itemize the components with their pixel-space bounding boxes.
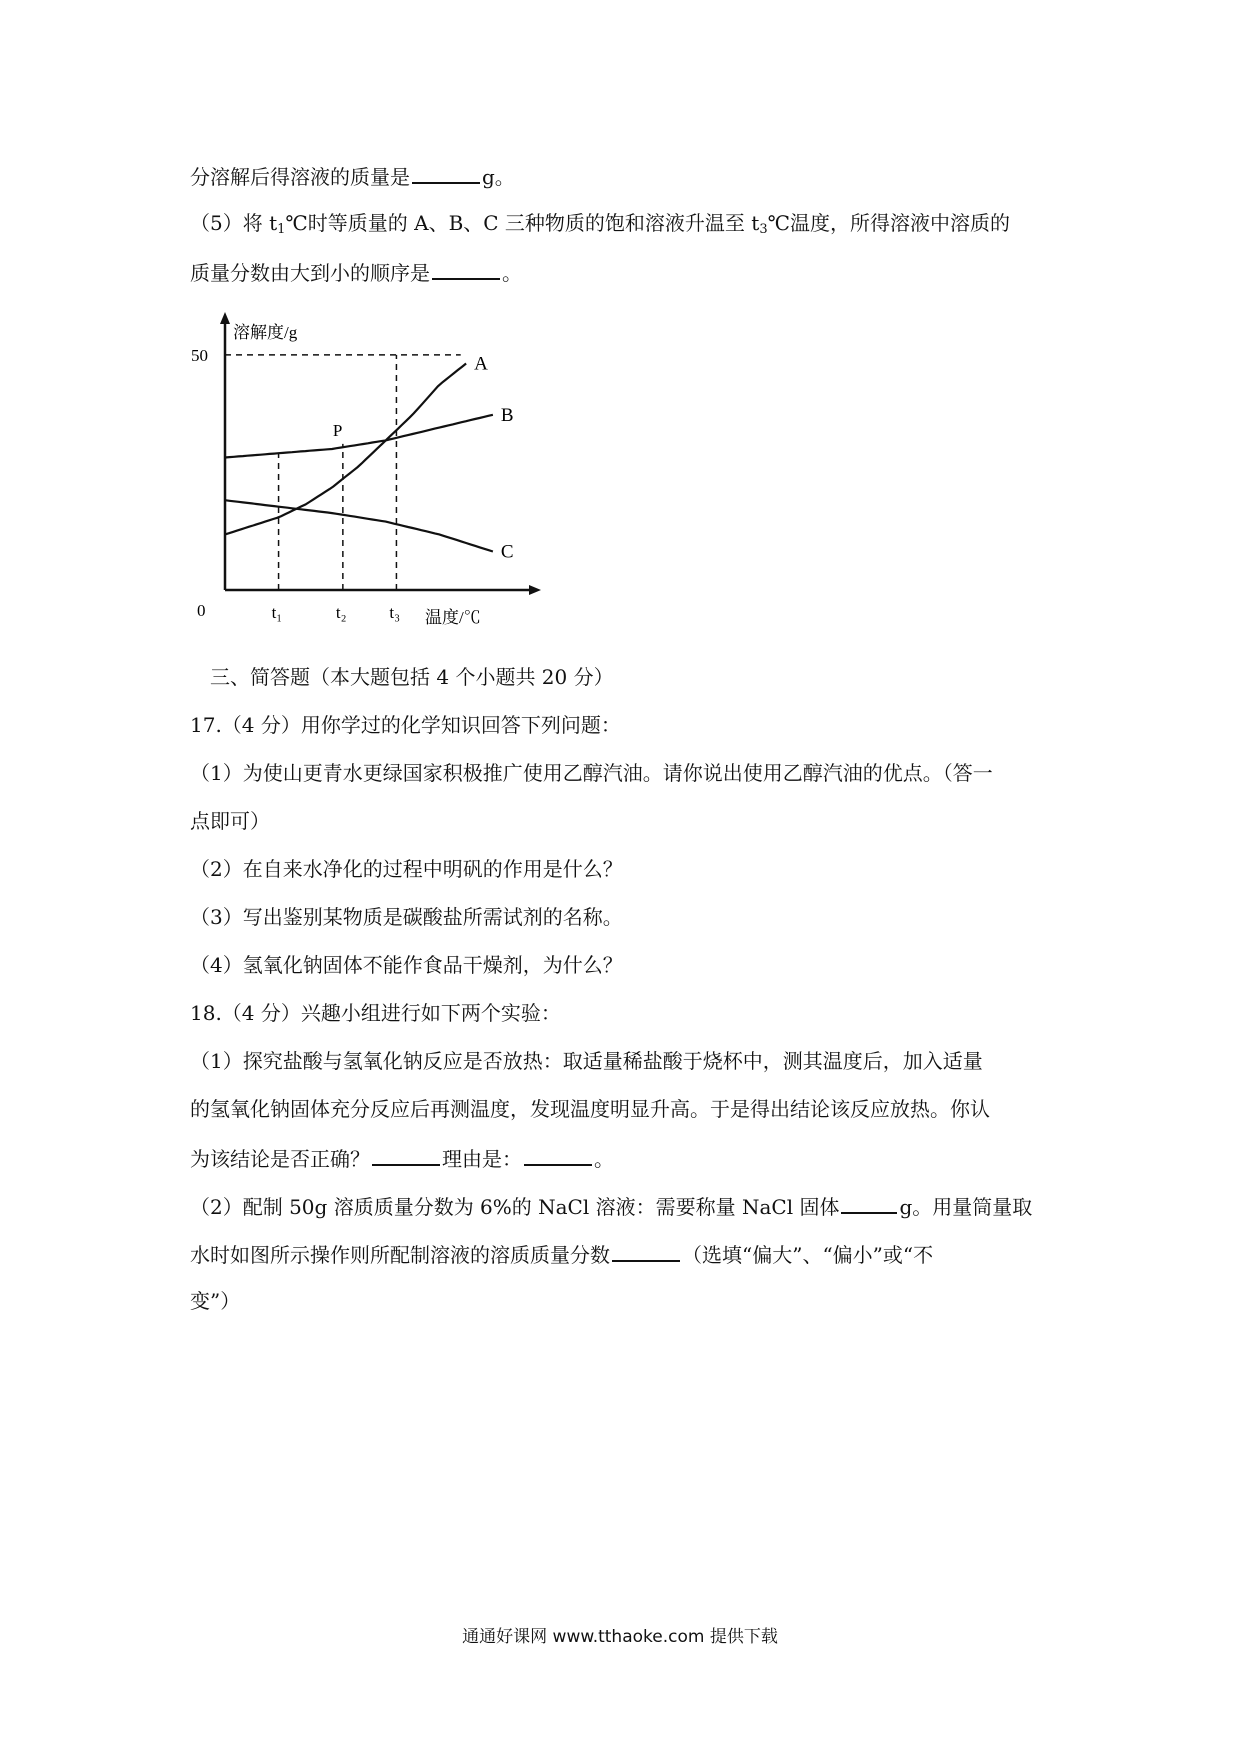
q18-sub2-text: （2）配制 50g 溶质质量分数为 6%的 NaCl 溶液：需要称量 NaCl 固体 — [190, 1195, 840, 1219]
origin-label: 0 — [197, 601, 206, 620]
q17-sub1-line1: （1）为使山更青水更绿国家积极推广使用乙醇汽油。请你说出使用乙醇汽油的优点。（答一 — [190, 761, 993, 785]
x-axis-label: 温度/℃ — [425, 608, 481, 627]
x-tick-label: t₂ — [335, 603, 347, 622]
q17-sub3: （3）写出鉴别某物质是碳酸盐所需试剂的名称。 — [190, 905, 623, 929]
q16-4-text: 分溶解后得溶液的质量是 — [190, 165, 410, 189]
series-a-curve — [225, 364, 466, 535]
answer-blank[interactable] — [372, 1142, 440, 1166]
q16-5-suffix: ℃温度，所得溶液中溶质的 — [767, 211, 1010, 235]
q18-sub2-options: （选填“偏大”、“偏小”或“不 — [682, 1243, 934, 1267]
section-3-title: 三、简答题（本大题包括 4 个小题共 20 分） — [210, 665, 614, 689]
subscript: 3 — [759, 222, 768, 237]
intersection-point-label: P — [332, 420, 343, 440]
q18-sub2-line3: 变”） — [190, 1289, 241, 1313]
series-c-curve — [225, 500, 493, 551]
answer-blank[interactable] — [412, 160, 480, 184]
q18-sub1-question: 为该结论是否正确？ — [190, 1147, 370, 1171]
y-axis-label: 溶解度/g — [233, 323, 298, 342]
footer: 通通好课网 www.tthaoke.com 提供下载 — [462, 1627, 778, 1647]
y-axis-arrow — [220, 312, 230, 324]
x-tick-label: t₃ — [389, 603, 401, 622]
answer-blank[interactable] — [612, 1238, 680, 1262]
q16-5-line2-text: 质量分数由大到小的顺序是 — [190, 261, 430, 285]
q18-sub2-line2-text: 水时如图所示操作则所配制溶液的溶质质量分数 — [190, 1243, 610, 1267]
solubility-chart — [191, 310, 555, 630]
y-tick-label: 50 — [191, 345, 208, 365]
x-axis-arrow — [529, 585, 541, 595]
answer-blank[interactable] — [432, 256, 500, 280]
question-16-5-line1 — [190, 208, 1060, 245]
answer-blank[interactable] — [841, 1190, 897, 1214]
q18-sub2-line1 — [190, 1190, 1060, 1222]
series-b-label: B — [500, 404, 514, 426]
q16-5-end: 。 — [502, 261, 522, 285]
q17-sub1-line2: 点即可） — [190, 809, 270, 833]
q16-4-unit: g。 — [482, 165, 515, 189]
solubility-chart-svg — [191, 310, 555, 630]
q16-5-prefix: （5）将 t — [190, 211, 278, 235]
q17-sub2: （2）在自来水净化的过程中明矾的作用是什么？ — [190, 857, 623, 881]
series-c-label: C — [500, 541, 514, 563]
q17-sub4: （4）氢氧化钠固体不能作食品干燥剂，为什么？ — [190, 953, 623, 977]
q16-5-mid: ℃时等质量的 A、B、C 三种物质的饱和溶液升温至 t — [285, 211, 760, 235]
q18-sub2-text-cont: g。用量筒量取 — [899, 1195, 1033, 1219]
series-a-label: A — [474, 353, 488, 375]
q18-sub1-end: 。 — [594, 1147, 614, 1171]
q17-stem: 17.（4 分）用你学过的化学知识回答下列问题： — [190, 713, 621, 737]
q18-sub1-line2: 的氢氧化钠固体充分反应后再测温度，发现温度明显升高。于是得出结论该反应放热。你认 — [190, 1097, 990, 1121]
answer-blank[interactable] — [524, 1142, 592, 1166]
x-tick-label: t₁ — [271, 603, 283, 622]
question-16-4-continuation — [190, 160, 1060, 192]
question-16-5-line2 — [190, 256, 1060, 288]
q18-sub1-line3 — [190, 1142, 1060, 1174]
q18-sub1-line1: （1）探究盐酸与氢氧化钠反应是否放热：取适量稀盐酸于烧杯中，测其温度后，加入适量 — [190, 1049, 983, 1073]
subscript: 1 — [277, 222, 286, 237]
q18-stem: 18.（4 分）兴趣小组进行如下两个实验： — [190, 1001, 561, 1025]
q18-sub2-line2 — [190, 1238, 1060, 1270]
series-b-curve — [225, 415, 493, 458]
q18-sub1-reason-label: 理由是： — [442, 1147, 522, 1171]
